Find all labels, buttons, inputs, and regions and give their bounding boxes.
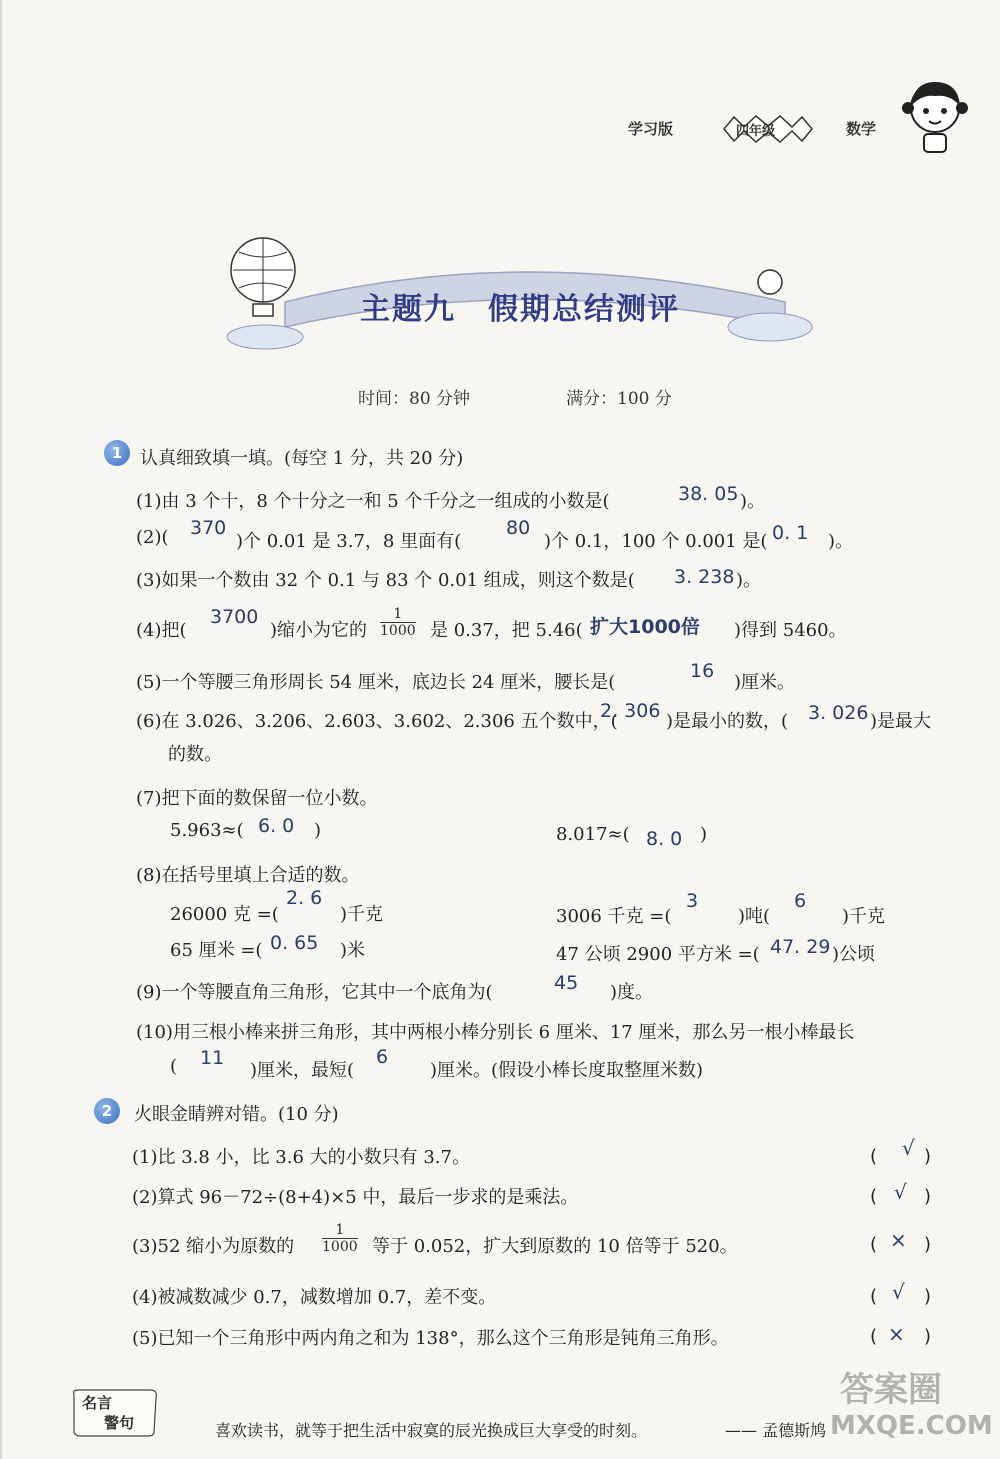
tf-3-open: ( [870, 1234, 878, 1255]
tf-item-3a: (3)52 缩小为原数的 [132, 1236, 295, 1257]
tf-3-mark: × [890, 1228, 907, 1252]
watermark-bottom: MXQE.COM [830, 1411, 993, 1441]
q2-answer-1: 370 [190, 517, 227, 539]
tf-2-mark: √ [894, 1180, 907, 1204]
tf-4-open: ( [870, 1286, 878, 1307]
q8-answer-1: 2. 6 [286, 887, 323, 909]
q6-part1: (6)在 3.026、3.206、2.603、3.602、2.306 五个数中，( [136, 711, 618, 732]
q6-part4: 的数。 [168, 744, 222, 765]
q6-answer-1: 2. 306 [600, 700, 661, 722]
q10-answer-2: 6 [376, 1046, 389, 1068]
q6-answer-2: 3. 026 [808, 702, 869, 724]
q6-part3: )是最大 [870, 711, 932, 732]
q3-answer: 3. 238 [674, 566, 735, 588]
q6-part2: )是最小的数，( [666, 711, 789, 732]
q8-r1-left: 26000 克 =( [170, 904, 279, 925]
header-grade: 四年级 [736, 124, 776, 139]
q4-answer-2: 扩大1000倍 [590, 616, 700, 638]
q8-r1c: 3006 千克 =( [556, 906, 672, 927]
q5-end: )厘米。 [734, 672, 796, 693]
cartoon-girl-icon [900, 76, 970, 156]
tf-3-close: ) [924, 1234, 932, 1255]
q4-part4: )得到 5460。 [734, 620, 847, 641]
header-edition: 学习版 [628, 120, 674, 138]
footer-label-bottom: 警句 [104, 1414, 135, 1432]
tf-4-close: ) [924, 1286, 932, 1307]
section-2-number: 2 [94, 1098, 120, 1124]
q2-part1: (2)( [136, 527, 169, 548]
q10-part4: )厘米。(假设小棒长度取整厘米数) [430, 1060, 704, 1081]
q8-answer-3: 6 [794, 890, 807, 912]
q2-answer-2: 80 [506, 517, 531, 539]
q9-text: (9)一个等腰直角三角形，它其中一个底角为( [136, 982, 493, 1003]
q8-r1d: )吨( [738, 906, 771, 927]
q8-r2d: )公顷 [832, 944, 876, 965]
q10-part2: ( [170, 1056, 178, 1077]
q4-part3: 是 0.37，把 5.46( [430, 620, 583, 641]
q8-r2-unit: )米 [340, 940, 366, 961]
q1-answer: 38. 05 [678, 483, 739, 505]
q7-text: (7)把下面的数保留一位小数。 [136, 788, 378, 809]
section-2-title: 火眼金睛辨对错。(10 分) [134, 1104, 339, 1125]
q3-text: (3)如果一个数由 32 个 0.1 与 83 个 0.01 组成，则这个数是( [136, 570, 635, 591]
q2-answer-3: 0. 1 [772, 522, 809, 544]
q8-r1-unit: )千克 [340, 904, 384, 925]
q10-part3: )厘米，最短( [250, 1060, 355, 1081]
q10-answer-1: 11 [200, 1047, 225, 1069]
full-score: 满分：100 分 [566, 389, 672, 409]
q4-denominator: 1000 [380, 623, 416, 639]
q7-right-expr: 8.017≈( [556, 824, 630, 845]
q8-r2c: 47 公顷 2900 平方米 =( [556, 944, 760, 965]
q10-part1: (10)用三根小棒来拼三角形，其中两根小棒分别长 6 厘米、17 厘米，那么另一根小棒最长 [136, 1022, 855, 1043]
tf-2-open: ( [870, 1186, 878, 1207]
q2-part3: )个 0.1，100 个 0.001 是( [544, 531, 768, 552]
watermark [820, 1362, 995, 1454]
tf-item-2: (2)算式 96－72÷(8+4)×5 中，最后一步求的是乘法。 [132, 1187, 579, 1208]
tf-1-open: ( [870, 1146, 878, 1167]
tf-item-3b: 等于 0.052，扩大到原数的 10 倍等于 520。 [372, 1236, 738, 1257]
tf-5-close: ) [924, 1326, 932, 1347]
tf-item-1: (1)比 3.8 小，比 3.6 大的小数只有 3.7。 [132, 1147, 470, 1168]
q1-text: (1)由 3 个十，8 个十分之一和 5 个千分之一组成的小数是( [136, 491, 610, 512]
watermark-top: 答案圈 [840, 1370, 942, 1410]
q2-part2: )个 0.01 是 3.7，8 里面有( [236, 531, 462, 552]
page-edge [0, 0, 2, 1459]
tf-3-denominator: 1000 [322, 1239, 358, 1255]
q4-numerator: 1 [393, 606, 403, 622]
tf-4-mark: √ [892, 1280, 905, 1304]
tf-item-5: (5)已知一个三角形中两内角之和为 138°，那么这个三角形是钝角三角形。 [132, 1328, 729, 1349]
q4-answer-1: 3700 [210, 606, 259, 628]
section-1-number: 1 [104, 440, 130, 466]
time-limit: 时间：80 分钟 [358, 389, 471, 409]
q8-text: (8)在括号里填上合适的数。 [136, 865, 360, 886]
tf-item-4: (4)被减数减少 0.7，减数增加 0.7，差不变。 [132, 1287, 497, 1308]
tf-1-mark: √ [902, 1136, 915, 1160]
tf-2-close: ) [924, 1186, 932, 1207]
q7-answer-2: 8. 0 [646, 828, 683, 850]
q5-text: (5)一个等腰三角形周长 54 厘米，底边长 24 厘米，腰长是( [136, 672, 616, 693]
header-subject: 数学 [846, 120, 877, 138]
tf-3-fraction [322, 1222, 358, 1255]
q9-end: )度。 [610, 982, 654, 1003]
q4-part1: (4)把( [136, 620, 187, 641]
q7-left-expr: 5.963≈( [170, 820, 244, 841]
q8-answer-5: 47. 29 [770, 936, 831, 958]
q8-answer-4: 0. 65 [270, 932, 319, 954]
page-title: 主题九 假期总结测评 [360, 292, 680, 327]
footer-author: —— 孟德斯鸠 [725, 1421, 827, 1440]
q7-left-close: ) [314, 820, 322, 841]
q9-answer: 45 [554, 972, 579, 994]
q8-r2-left: 65 厘米 =( [170, 940, 263, 961]
q2-part4: )。 [828, 531, 854, 552]
footer-quote: 喜欢读书，就等于把生活中寂寞的辰光换成巨大享受的时刻。 [215, 1421, 648, 1440]
q7-right-close: ) [700, 824, 708, 845]
q8-answer-2: 3 [686, 890, 699, 912]
tf-5-mark: × [888, 1322, 905, 1346]
q7-answer-1: 6. 0 [258, 815, 295, 837]
tf-1-close: ) [924, 1146, 932, 1167]
q4-part2: )缩小为它的 [270, 620, 368, 641]
q4-fraction [380, 606, 416, 639]
tf-3-numerator: 1 [335, 1222, 345, 1238]
q5-answer: 16 [690, 660, 715, 682]
footer-label-top: 名言 [82, 1394, 113, 1412]
q8-r1e: )千克 [842, 906, 886, 927]
tf-5-open: ( [870, 1326, 878, 1347]
section-1-title: 认真细致填一填。(每空 1 分，共 20 分) [140, 448, 464, 469]
q3-end: )。 [736, 570, 762, 591]
q1-end: )。 [740, 491, 766, 512]
